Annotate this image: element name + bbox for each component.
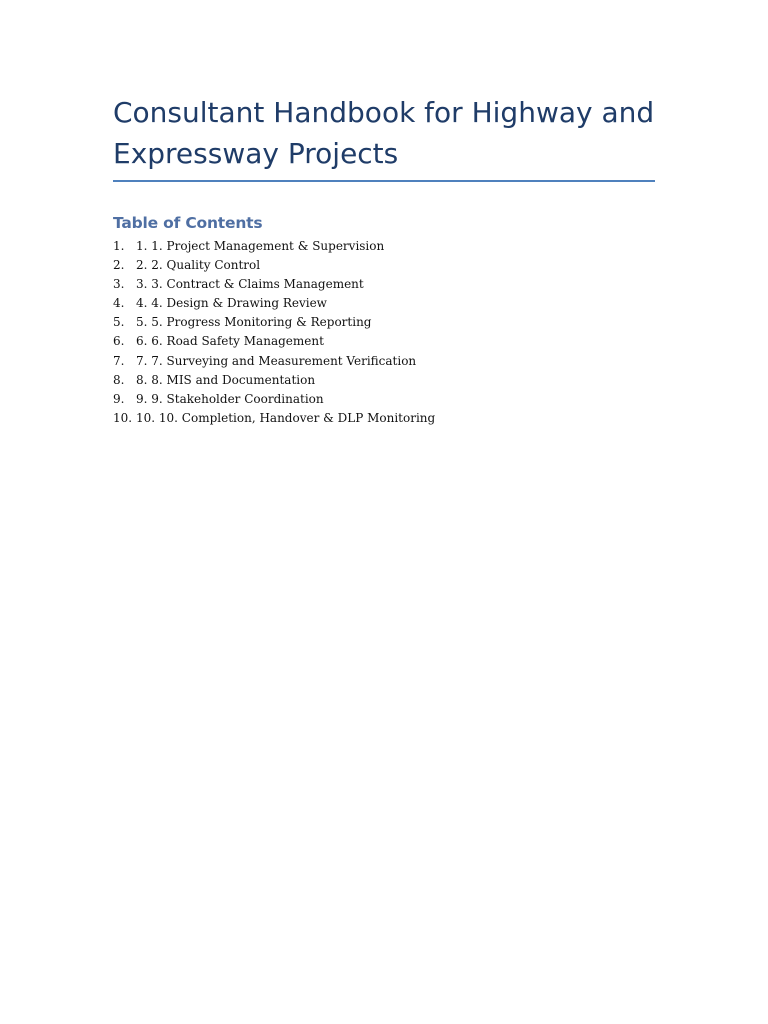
toc-item-number: 6. <box>113 334 125 349</box>
toc-heading: Table of Contents <box>113 214 263 232</box>
toc-item <box>113 390 435 409</box>
toc-item-text: 3. 3. Contract & Claims Management <box>136 277 364 292</box>
toc-item-text: 7. 7. Surveying and Measurement Verification <box>136 353 417 368</box>
toc-item-number: 4. <box>113 296 125 311</box>
toc-item-number: 5. <box>113 315 125 330</box>
toc-item-text: 5. 5. Progress Monitoring & Reporting <box>136 315 372 330</box>
toc-item <box>113 332 435 351</box>
toc-item-text: 2. 2. Quality Control <box>136 258 261 273</box>
toc-item-number: 1. <box>113 239 125 253</box>
toc-item <box>113 352 435 371</box>
toc-item-number: 3. <box>113 277 125 292</box>
toc-item-number: 8. <box>113 372 125 387</box>
toc-item <box>113 409 435 428</box>
toc-item <box>113 256 435 275</box>
title-underline-rule <box>113 180 655 182</box>
toc-item-text: 4. 4. Design & Drawing Review <box>136 296 327 311</box>
toc-item-number: 7. <box>113 353 125 368</box>
toc-item-text: 10. 10. Completion, Handover & DLP Monitoring <box>136 410 436 425</box>
toc-item-number: 9. <box>113 391 125 406</box>
toc-item <box>113 237 435 256</box>
toc-item-text: 6. 6. Road Safety Management <box>136 334 324 349</box>
toc-item <box>113 275 435 294</box>
toc-item-number: 10. <box>113 410 133 425</box>
toc-item-text: 8. 8. MIS and Documentation <box>136 372 316 387</box>
toc-item-number: 2. <box>113 258 125 273</box>
table-of-contents <box>113 237 435 428</box>
toc-item <box>113 294 435 313</box>
toc-item-text: 9. 9. Stakeholder Coordination <box>136 391 324 406</box>
toc-item-text: 1. 1. Project Management & Supervision <box>136 239 385 253</box>
toc-item <box>113 313 435 332</box>
toc-item <box>113 371 435 390</box>
document-title: Consultant Handbook for Highway and Expressway Projects <box>113 96 655 170</box>
